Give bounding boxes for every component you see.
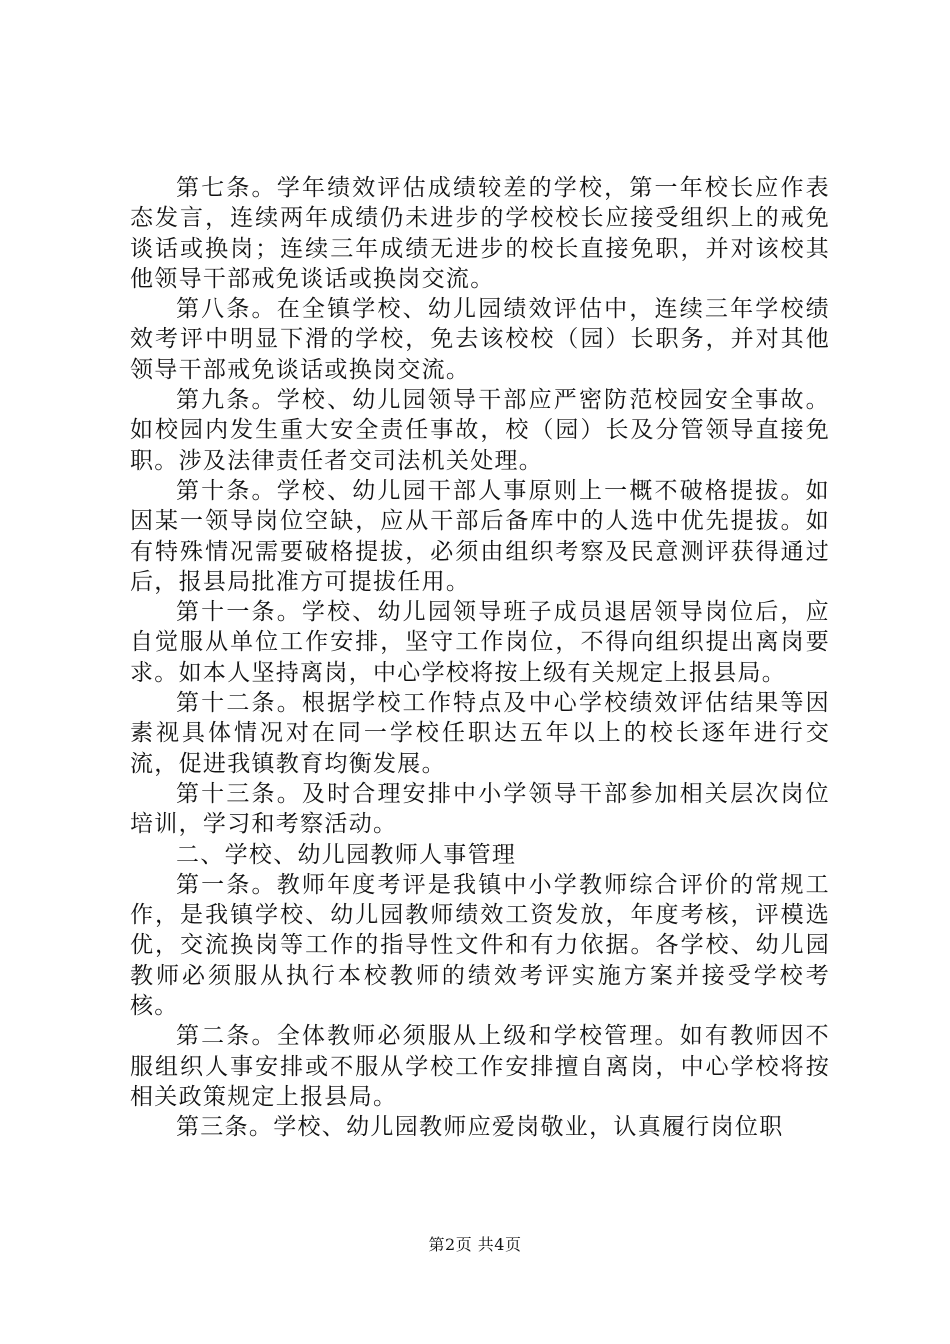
article-12-paragraph: 第十二条。根据学校工作特点及中心学校绩效评估结果等因素视具体情况对在同一学校任职达五年以上的校长逐年进行交流，促进我镇教育均衡发展。 [130,690,830,777]
article-13-paragraph: 第十三条。及时合理安排中小学领导干部参加相关层次岗位培训，学习和考察活动。 [130,780,830,838]
article-8-paragraph: 第八条。在全镇学校、幼儿园绩效评估中，连续三年学校绩效考评中明显下滑的学校，免去该校校（园）长职务，并对其他领导干部戒免谈话或换岗交流。 [130,296,830,383]
teacher-article-3-paragraph: 第三条。学校、幼儿园教师应爱岗敬业，认真履行岗位职 [176,1114,784,1141]
document-body [130,173,830,1143]
article-10-paragraph: 第十条。学校、幼儿园干部人事原则上一概不破格提拔。如因某一领导岗位空缺，应从干部后备库中的人选中优先提拔。如有特殊情况需要破格提拔，必须由组织考察及民意测评获得通过后，报县局批准方可提拔任用。 [130,477,830,595]
teacher-article-2-paragraph: 第二条。全体教师必须服从上级和学校管理。如有教师因不服组织人事安排或不服从学校工作安排擅自离岗，中心学校将按相关政策规定上报县局。 [130,1023,830,1110]
teacher-article-1-paragraph: 第一条。教师年度考评是我镇中小学教师综合评价的常规工作，是我镇学校、幼儿园教师绩效工资发放，年度考核，评模选优，交流换岗等工作的指导性文件和有力依据。各学校、幼儿园教师必须服从执行本校教师的绩效考评实施方案并接受学校考核。 [130,871,830,1020]
article-7-paragraph: 第七条。学年绩效评估成绩较差的学校，第一年校长应作表态发言，连续两年成绩仍未进步的学校校长应接受组织上的戒免谈话或换岗；连续三年成绩无进步的校长直接免职，并对该校其他领导干部戒免谈话或换岗交流。 [130,175,830,292]
page-number-footer: 第2页 共4页 [428,1235,522,1254]
section-heading: 二、学校、幼儿园教师人事管理 [176,841,517,868]
article-11-paragraph: 第十一条。学校、幼儿园领导班子成员退居领导岗位后，应自觉服从单位工作安排，坚守工作岗位，不得向组织提出离岗要求。如本人坚持离岗，中心学校将按上级有关规定上报县局。 [130,599,830,686]
article-9-paragraph: 第九条。学校、幼儿园领导干部应严密防范校园安全事故。如校园内发生重大安全责任事故，校（园）长及分管领导直接免职。涉及法律责任者交司法机关处理。 [130,387,830,474]
